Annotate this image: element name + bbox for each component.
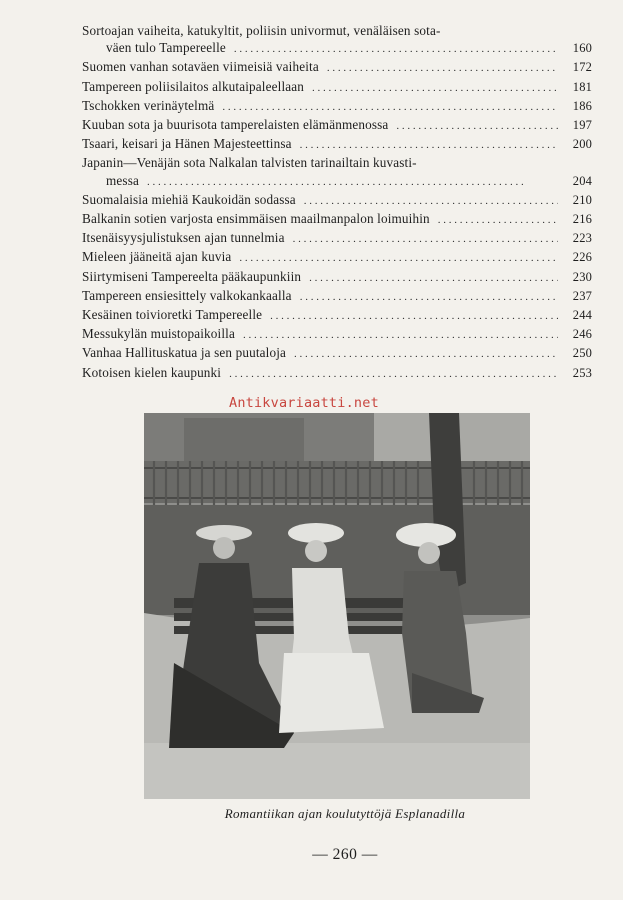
toc-entry [82,58,592,77]
toc-entry [82,172,592,191]
leader-dots [147,174,558,191]
toc-entry-title: messa [106,172,139,188]
toc-entry-title: Messukylän muistopaikoilla [82,326,235,342]
toc-entry [82,268,592,287]
leader-dots [234,41,558,58]
toc-entry-title: Kuuban sota ja buurisota tamperelaisten elämänmenossa [82,117,389,133]
toc-entry-title: Tampereen ensiesittely valkokankaalla [82,287,292,303]
toc-entry-title: Tampereen poliisilaitos alkutaipaleellaan [82,78,305,94]
leader-dots [239,250,558,267]
toc-entry-title: Siirtymiseni Tampereelta pääkaupunkiin [82,268,302,284]
leader-dots [396,118,558,135]
toc-entry-page: 197 [572,118,592,133]
page-number-text: — 260 — [312,846,378,863]
leader-dots [293,231,558,248]
toc-entry [82,22,592,39]
toc-entry-page: 237 [572,288,592,303]
toc-entry-title: Japanin—Venäjän sota Nalkalan talvisten tarinailtain kuvasti- [82,155,417,171]
toc-entry-page: 210 [572,192,592,207]
toc-entry [82,116,592,135]
toc-entry [82,97,592,116]
leader-dots [229,366,558,383]
toc-entry-page: 216 [572,212,592,227]
toc-entry-title: Sortoajan vaiheita, katukyltit, poliisin univormut, venäläisen sota- [82,23,441,38]
leader-dots [300,289,558,306]
toc-entry [82,154,592,171]
page-number [0,846,623,864]
toc-entry [82,39,592,58]
toc-entry-title: Tschokken verinäytelmä [82,97,215,113]
toc-entry [82,210,592,229]
toc-entry [82,229,592,248]
leader-dots [304,193,558,210]
photo-caption: Romantiikan ajan koulutyttöjä Esplanadilla [224,806,466,821]
toc-entry-page: 160 [572,41,592,56]
toc-entry-title: Mieleen jääneitä ajan kuvia [82,249,232,265]
toc-entry [82,306,592,325]
toc-entry-page: 181 [572,79,592,94]
leader-dots [327,60,558,77]
toc-entry [82,344,592,363]
leader-dots [243,327,558,344]
toc-entry [82,135,592,154]
toc-entry [82,248,592,267]
toc-entry-page: 253 [572,365,592,380]
toc-entry-title: Itsenäisyysjulistuksen ajan tunnelmia [82,230,285,246]
toc-entry [82,78,592,97]
toc-entry-title: väen tulo Tampereelle [106,40,226,56]
leader-dots [309,270,558,287]
leader-dots [300,137,558,154]
toc-entry-title: Kesäinen toivioretki Tampereelle [82,307,263,323]
toc-entry-title: Tsaari, keisari ja Hänen Majesteettinsa [82,136,292,152]
leader-dots [222,99,558,116]
toc-entry-page: 223 [572,231,592,246]
toc-entry [82,287,592,306]
toc-entry-page: 172 [572,60,592,75]
watermark-text: Antikvariaatti.net [229,395,379,411]
toc-entry [82,191,592,210]
toc-entry-page: 186 [572,98,592,113]
toc-entry-title: Vanhaa Hallituskatua ja sen puutaloja [82,345,287,361]
leader-dots [294,346,558,363]
toc-entry-page: 204 [572,173,592,188]
leader-dots [312,80,558,97]
toc-entry [82,325,592,344]
leader-dots [438,212,558,229]
toc-entry-page: 200 [572,137,592,152]
photograph-illustration [144,413,530,799]
toc-entry-title: Balkanin sotien varjosta ensimmäisen maailmanpalon loimuihin [82,211,430,227]
toc-entry [82,364,592,383]
toc-entry-title: Suomen vanhan sotaväen viimeisiä vaiheita [82,59,319,75]
photograph [144,413,530,799]
leader-dots [270,308,558,325]
toc-entry-page: 230 [572,269,592,284]
toc-entry-title: Kotoisen kielen kaupunki [82,364,222,380]
toc-entry-page: 244 [572,308,592,323]
toc-entry-title: Suomalaisia miehiä Kaukoidän sodassa [82,191,296,207]
toc-entry-page: 246 [572,327,592,342]
toc-entry-page: 226 [572,250,592,265]
table-of-contents [82,22,592,383]
toc-entry-page: 250 [572,346,592,361]
